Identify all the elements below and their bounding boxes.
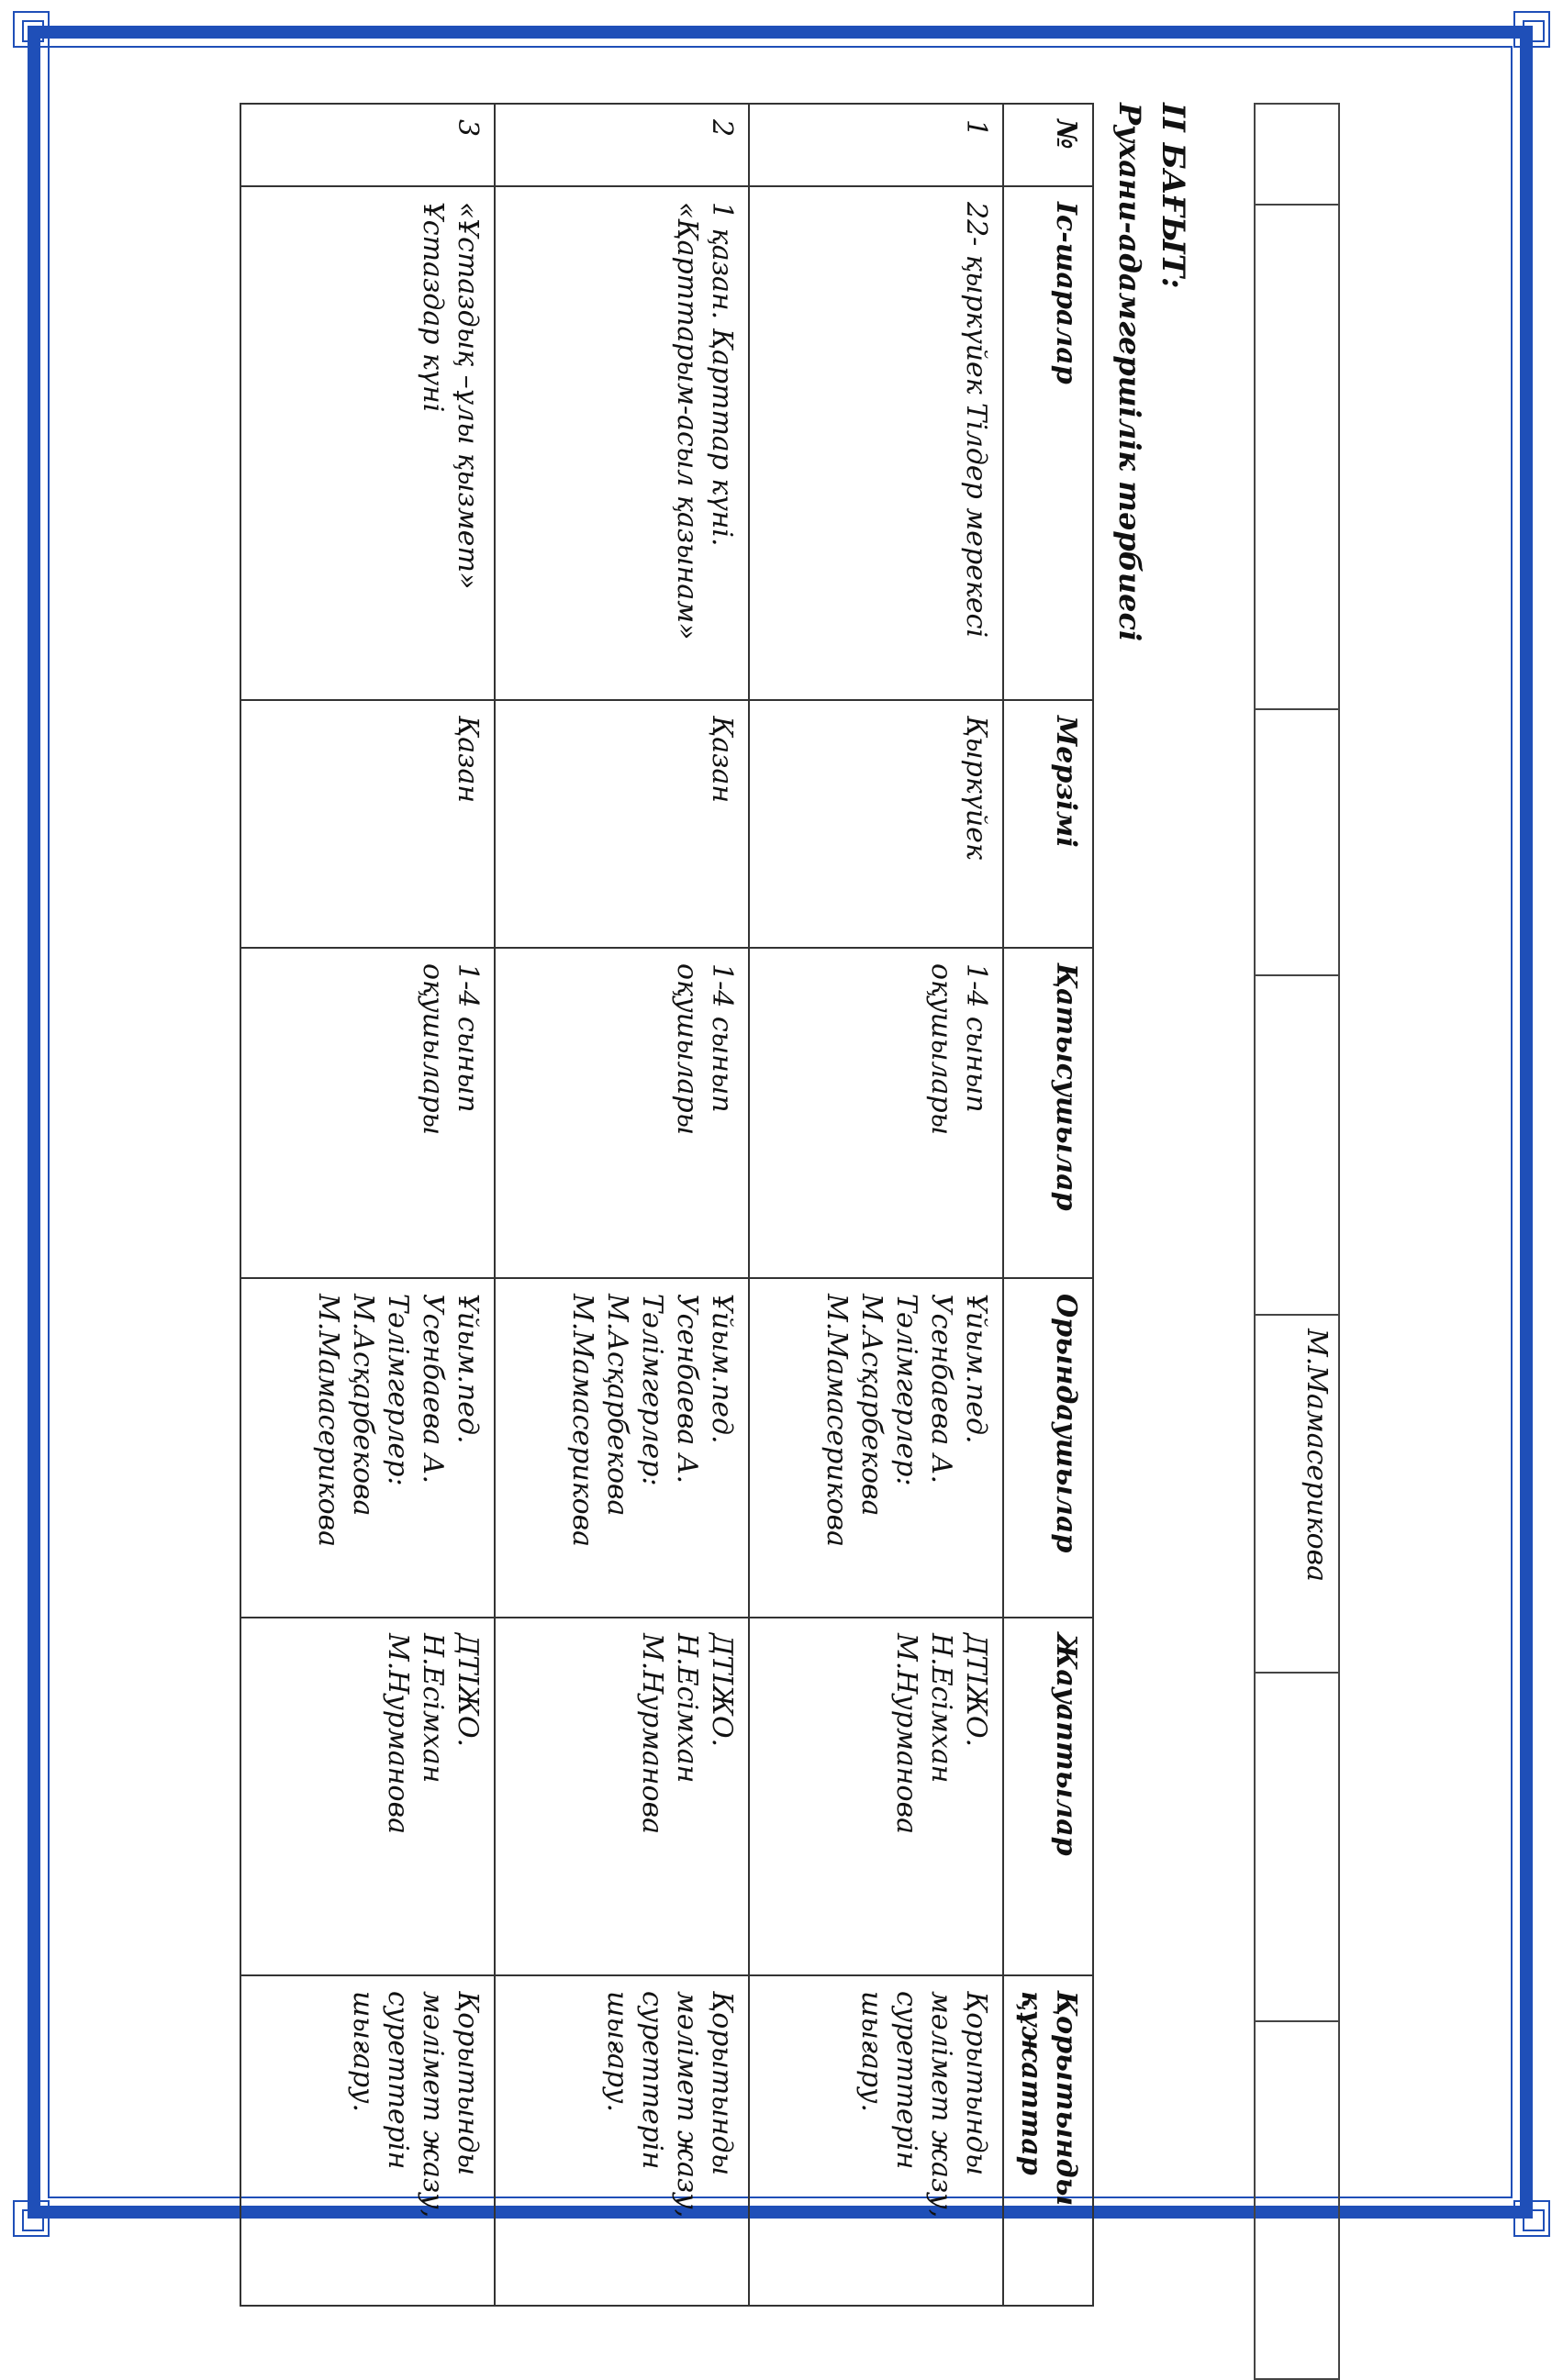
prev-cell	[1255, 205, 1339, 709]
cell-executors: Ұйым.пед. Усенбаева А. Тәлімгерлер: М.Асқарбекова М.Мамасерикова	[240, 1278, 495, 1618]
cell-event: 1 қазан. Қарттар күні. «Қарттарым-асыл қазынам»	[495, 186, 749, 700]
cell-participants: 1-4 сынып оқушылары	[495, 948, 749, 1278]
cell-number: 1	[749, 104, 1003, 186]
prev-cell	[1255, 709, 1339, 975]
cell-executors: Ұйым.пед. Усенбаева А. Тәлімгерлер: М.Асқарбекова М.Мамасерикова	[495, 1278, 749, 1618]
events-table	[240, 103, 1094, 2307]
prev-cell	[1255, 1673, 1339, 2021]
prev-cell	[1255, 104, 1339, 205]
header-responsible: Жауаптылар	[1003, 1618, 1093, 1975]
cell-event: «Ұстаздық –ұлы қызмет» Ұстаздар күні	[240, 186, 495, 700]
rotated-page-content	[55, 92, 1340, 2219]
cell-participants: 1-4 сынып оқушылары	[240, 948, 495, 1278]
previous-section-row	[1255, 104, 1339, 2379]
header-term: Мерзімі	[1003, 700, 1093, 948]
corner-ornament-top-left	[13, 11, 50, 48]
header-number: №	[1003, 104, 1093, 186]
corner-ornament-bottom-right	[1513, 2200, 1550, 2237]
prev-cell	[1255, 975, 1339, 1315]
corner-ornament-top-right	[1513, 11, 1550, 48]
cell-participants: 1-4 сынып оқушылары	[749, 948, 1003, 1278]
cell-term: Қазан	[495, 700, 749, 948]
cell-number: 2	[495, 104, 749, 186]
section-heading: II БАҒЫТ:	[1155, 103, 1191, 289]
cell-documents: Қорытынды мәлімет жазу, суреттерін шығару.	[749, 1975, 1003, 2306]
cell-documents: Қорытынды мәлімет жазу, суреттерін шығару.	[240, 1975, 495, 2306]
header-executors: Орындаушылар	[1003, 1278, 1093, 1618]
section-subheading: Рухани-адамгершілік тәрбиесі	[1112, 103, 1147, 642]
cell-event: 22- қыркүйек Тілдер мерекесі	[749, 186, 1003, 700]
header-final-documents: Қорытынды құжаттар	[1003, 1975, 1093, 2306]
cell-executors: Ұйым.пед. Усенбаева А. Тәлімгерлер: М.Асқарбекова М.Мамасерикова	[749, 1278, 1003, 1618]
corner-ornament-bottom-left	[13, 2200, 50, 2237]
header-participants: Қатысушылар	[1003, 948, 1093, 1278]
previous-section-table	[1254, 103, 1340, 2380]
cell-responsible: ДТІЖО. Н.Есімхан М.Нурманова	[240, 1618, 495, 1975]
table-row	[749, 104, 1003, 2306]
cell-term: Қазан	[240, 700, 495, 948]
cell-responsible: ДТІЖО. Н.Есімхан М.Нурманова	[495, 1618, 749, 1975]
prev-cell: М.Мамасерикова	[1255, 1315, 1339, 1673]
table-header-row	[1003, 104, 1093, 2306]
header-events: Іс-шаралар	[1003, 186, 1093, 700]
cell-term: Қыркүйек	[749, 700, 1003, 948]
cell-documents: Қорытынды мәлімет жазу, суреттерін шығару.	[495, 1975, 749, 2306]
prev-cell	[1255, 2021, 1339, 2379]
table-row	[240, 104, 495, 2306]
cell-responsible: ДТІЖО. Н.Есімхан М.Нурманова	[749, 1618, 1003, 1975]
table-row	[495, 104, 749, 2306]
cell-number: 3	[240, 104, 495, 186]
